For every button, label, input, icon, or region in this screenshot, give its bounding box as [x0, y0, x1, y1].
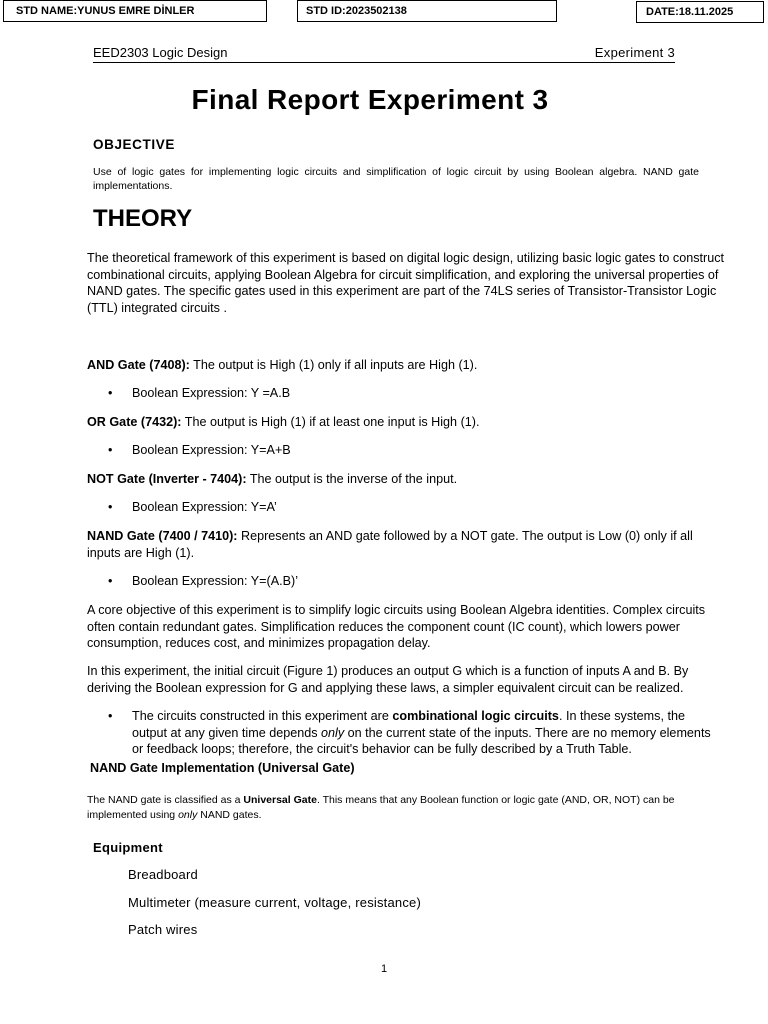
or-gate-expression: [108, 442, 718, 459]
combinational-pre: The circuits constructed in this experiment are: [132, 709, 393, 723]
combinational-bullet: [108, 708, 718, 758]
or-gate-desc: The output is High (1) if at least one input is High (1).: [181, 415, 480, 429]
and-gate-desc: The output is High (1) only if all inputs are High (1).: [189, 358, 478, 372]
equipment-heading: Equipment: [93, 840, 163, 855]
bullet-icon: •: [108, 500, 113, 514]
nand-impl-italic: only: [178, 809, 198, 821]
equipment-item-multimeter: Multimeter (measure current, voltage, resistance): [128, 895, 422, 910]
not-gate-expression-text: Boolean Expression: Y=A’: [132, 500, 277, 514]
combinational-bold: combinational logic circuits: [392, 709, 559, 723]
or-gate-expression-text: Boolean Expression: Y=A+B: [132, 443, 291, 457]
or-gate-name: OR Gate (7432):: [87, 415, 182, 429]
and-gate-name: AND Gate (7408):: [87, 358, 190, 372]
not-gate-name: NOT Gate (Inverter - 7404):: [87, 472, 247, 486]
nand-impl-bold: Universal Gate: [243, 794, 317, 806]
page-title: Final Report Experiment 3: [191, 84, 549, 115]
experiment-paragraph: In this experiment, the initial circuit (Figure 1) produces an output G which is a function of inputs A and B. By deriving the Boolean expression for G and applying these laws, a simpler equivalent circuit can be realized.: [87, 664, 689, 695]
nand-impl-post: NAND gates.: [197, 809, 262, 821]
objective-text: Use of logic gates for implementing logic circuits and simplification of logic circuit by using Boolean algebra. NAND gate implementations.: [93, 166, 699, 192]
nand-implementation-paragraph: [87, 793, 737, 823]
nand-gate-expression-text: Boolean Expression: Y=(A.B)’: [132, 574, 299, 588]
or-gate-paragraph: [87, 414, 727, 431]
nand-implementation-heading: NAND Gate Implementation (Universal Gate): [90, 761, 355, 775]
equipment-item-patch-wires: Patch wires: [128, 922, 198, 937]
and-gate-expression: [108, 385, 718, 402]
not-gate-paragraph: [87, 471, 727, 488]
not-gate-desc: The output is the inverse of the input.: [246, 472, 458, 486]
combinational-post: on the current state of the inputs. There are no memory elements or feedback loops; therefore, the circuit's behavior can be fully described by a Truth Table.: [132, 725, 711, 756]
bullet-icon: •: [108, 443, 113, 457]
nand-gate-paragraph: [87, 528, 727, 561]
simplification-paragraph: A core objective of this experiment is to simplify logic circuits using Boolean Algebra identities. Complex circuits often contain redundant gates. Simplification reduces the component count (IC count), which lowers power consumption, reduces cost, and minimizes propagation delay.: [87, 603, 706, 650]
nand-impl-pre: The NAND gate is classified as a: [87, 794, 244, 806]
bullet-icon: •: [108, 386, 113, 400]
student-id-box: STD ID:2023502138: [297, 0, 557, 22]
equipment-item-breadboard: Breadboard: [128, 867, 198, 882]
nand-gate-desc: Represents an AND gate followed by a NOT gate. The output is Low (0) only if all inputs are High (1).: [87, 529, 693, 560]
and-gate-expression-text: Boolean Expression: Y =A.B: [132, 386, 291, 400]
nand-gate-expression: [108, 573, 718, 590]
nand-impl-mid: . This means that any Boolean function or logic gate (AND, OR, NOT) can be implemented using: [87, 794, 675, 821]
objective-heading: OBJECTIVE: [93, 137, 175, 152]
experiment-label: Experiment 3: [594, 45, 675, 60]
theory-intro-paragraph: The theoretical framework of this experiment is based on digital logic design, utilizing basic logic gates to construct combinational circuits, applying Boolean Algebra for circuit simplification, and exploring the universal properties of NAND gates. The specific gates used in this experiment are part of the 74LS series of Transistor-Transistor Logic (TTL) integrated circuits .: [87, 251, 725, 315]
running-header: [93, 45, 675, 63]
combinational-italic: only: [321, 725, 345, 740]
combinational-mid: . In these systems, the output at any given time depends: [132, 709, 685, 740]
bullet-icon: •: [108, 574, 113, 588]
course-label: EED2303 Logic Design: [93, 45, 228, 60]
student-name-box: STD NAME:YUNUS EMRE DİNLER: [3, 0, 267, 22]
not-gate-expression: [108, 499, 718, 516]
page-number: 1: [380, 963, 388, 975]
and-gate-paragraph: [87, 357, 727, 374]
nand-gate-name: NAND Gate (7400 / 7410):: [87, 529, 238, 543]
date-box: DATE:18.11.2025: [636, 1, 764, 23]
theory-heading: THEORY: [93, 205, 193, 232]
bullet-icon: •: [108, 709, 113, 723]
